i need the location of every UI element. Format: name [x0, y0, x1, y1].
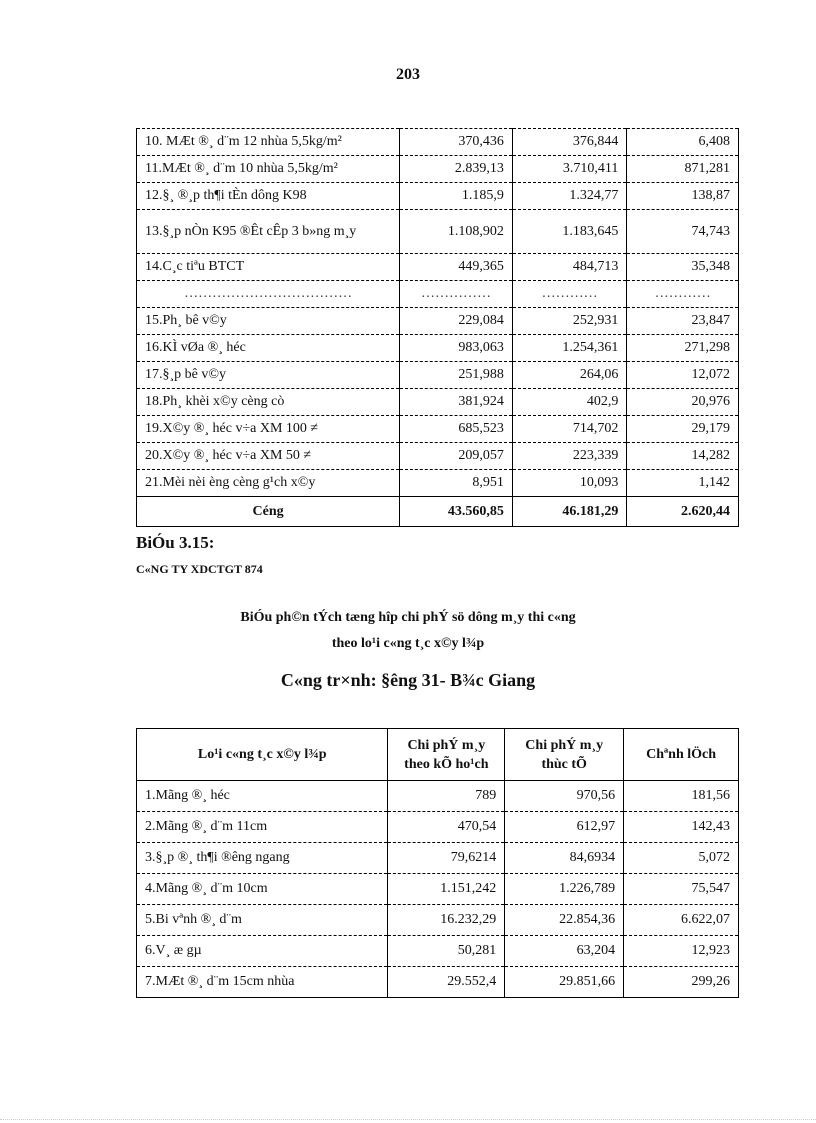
table-row [137, 362, 739, 389]
table-row [137, 254, 739, 281]
row-actual: 252,931 [512, 308, 627, 335]
header-plan-line2: theo kÕ ho¹ch [404, 756, 489, 772]
row-diff: 138,87 [627, 183, 739, 210]
row-plan: 685,523 [400, 416, 513, 443]
row-diff: 23,847 [627, 308, 739, 335]
row-actual: 484,713 [512, 254, 627, 281]
header-work-type: Lo¹i c«ng t¸c x©y l¾p [137, 729, 388, 781]
row-plan: 29.552,4 [388, 967, 505, 998]
total-actual: 46.181,29 [512, 497, 627, 527]
row-name: 3.§¸p ®¸ th¶i ®êng ngang [137, 843, 388, 874]
row-actual: 264,06 [512, 362, 627, 389]
row-name: 20.X©y ®¸ héc v÷a XM 50 ≠ [137, 443, 400, 470]
table-row [137, 308, 739, 335]
row-actual: 612,97 [505, 812, 624, 843]
row-plan: …………… [400, 281, 513, 308]
row-diff: 74,743 [627, 210, 739, 254]
header-actual-line2: thùc tÕ [541, 756, 587, 772]
row-plan: 381,924 [400, 389, 513, 416]
row-name: 5.Bi vªnh ®¸ d¨m [137, 905, 388, 936]
row-name: 4.Mãng ®¸ d¨m 10cm [137, 874, 388, 905]
row-diff: 20,976 [627, 389, 739, 416]
machine-cost-by-work-type-table [136, 728, 739, 998]
header-actual [505, 729, 624, 781]
row-plan: 2.839,13 [400, 156, 513, 183]
row-actual: 402,9 [512, 389, 627, 416]
row-name: 18.Ph¸ khèi x©y cèng cò [137, 389, 400, 416]
ellipsis-row [137, 281, 739, 308]
row-diff: 75,547 [624, 874, 739, 905]
row-actual: 1.254,361 [512, 335, 627, 362]
row-actual: 22.854,36 [505, 905, 624, 936]
machine-cost-table-continued [136, 128, 739, 527]
row-plan: 470,54 [388, 812, 505, 843]
row-diff: ………… [627, 281, 739, 308]
row-name: ……………………………… [137, 281, 400, 308]
row-plan: 50,281 [388, 936, 505, 967]
row-actual: 970,56 [505, 781, 624, 812]
row-plan: 789 [388, 781, 505, 812]
table-row [137, 129, 739, 156]
row-actual: 714,702 [512, 416, 627, 443]
row-name: 10. MÆt ®¸ d¨m 12 nhùa 5,5kg/m² [137, 129, 400, 156]
row-plan: 8,951 [400, 470, 513, 497]
row-name: 2.Mãng ®¸ d¨m 11cm [137, 812, 388, 843]
row-plan: 251,988 [400, 362, 513, 389]
header-plan [388, 729, 505, 781]
row-plan: 1.185,9 [400, 183, 513, 210]
header-diff: Chªnh lÖch [624, 729, 739, 781]
row-diff: 299,26 [624, 967, 739, 998]
table-row [137, 905, 739, 936]
table-row [137, 967, 739, 998]
table-row [137, 812, 739, 843]
total-row [137, 497, 739, 527]
row-plan: 370,436 [400, 129, 513, 156]
row-actual: 29.851,66 [505, 967, 624, 998]
row-plan: 983,063 [400, 335, 513, 362]
row-actual: 63,204 [505, 936, 624, 967]
report-title: BiÓu ph©n tÝch tæng hîp chi phÝ sö dông m¸y thi c«ng [240, 610, 576, 625]
row-name: 21.Mèi nèi èng cèng g¹ch x©y [137, 470, 400, 497]
table-row [137, 874, 739, 905]
row-name: 12.§¸ ®¸p th¶i tÈn dông K98 [137, 183, 400, 210]
row-name: 16.KÌ vØa ®¸ héc [137, 335, 400, 362]
row-actual: 1.183,645 [512, 210, 627, 254]
total-diff: 2.620,44 [627, 497, 739, 527]
row-actual: 1.226,789 [505, 874, 624, 905]
header-actual-line1: Chi phÝ m¸y [525, 737, 604, 753]
row-diff: 35,348 [627, 254, 739, 281]
row-diff: 6.622,07 [624, 905, 739, 936]
total-label: Céng [137, 497, 400, 527]
row-actual: 3.710,411 [512, 156, 627, 183]
row-name: 19.X©y ®¸ héc v÷a XM 100 ≠ [137, 416, 400, 443]
row-diff: 12,072 [627, 362, 739, 389]
table-row [137, 210, 739, 254]
table-row [137, 335, 739, 362]
row-diff: 871,281 [627, 156, 739, 183]
row-plan: 1.151,242 [388, 874, 505, 905]
row-name: 7.MÆt ®¸ d¨m 15cm nhùa [137, 967, 388, 998]
table-row [137, 416, 739, 443]
project-title: C«ng tr×nh: §êng 31- B¾c Giang [280, 670, 536, 690]
total-plan: 43.560,85 [400, 497, 513, 527]
row-name: 14.C¸c tiªu BTCT [137, 254, 400, 281]
table-row [137, 389, 739, 416]
page-number: 203 [396, 66, 420, 83]
header-plan-line1: Chi phÝ m¸y [407, 737, 486, 753]
row-name: 1.Mãng ®¸ héc [137, 781, 388, 812]
row-plan: 209,057 [400, 443, 513, 470]
row-name: 6.V¸ æ gµ [137, 936, 388, 967]
row-diff: 6,408 [627, 129, 739, 156]
page-bottom-divider [0, 1119, 816, 1120]
table-row [137, 843, 739, 874]
row-plan: 79,6214 [388, 843, 505, 874]
row-actual: 10,093 [512, 470, 627, 497]
row-diff: 181,56 [624, 781, 739, 812]
company-name: C«NG TY XDCTGT 874 [136, 562, 263, 576]
row-plan: 1.108,902 [400, 210, 513, 254]
table-row [137, 156, 739, 183]
table-header-row [137, 729, 739, 781]
row-actual: 376,844 [512, 129, 627, 156]
row-name: 17.§¸p bê v©y [137, 362, 400, 389]
row-actual: 1.324,77 [512, 183, 627, 210]
table-row [137, 443, 739, 470]
table-row [137, 781, 739, 812]
table-row [137, 936, 739, 967]
row-actual: 84,6934 [505, 843, 624, 874]
row-diff: 271,298 [627, 335, 739, 362]
table-row [137, 470, 739, 497]
row-actual: 223,339 [512, 443, 627, 470]
report-subtitle: theo lo¹i c«ng t¸c x©y l¾p [331, 636, 485, 651]
row-diff: 12,923 [624, 936, 739, 967]
row-plan: 229,084 [400, 308, 513, 335]
row-diff: 5,072 [624, 843, 739, 874]
row-diff: 29,179 [627, 416, 739, 443]
row-name: 11.MÆt ®¸ d¨m 10 nhùa 5,5kg/m² [137, 156, 400, 183]
row-name: 15.Ph¸ bê v©y [137, 308, 400, 335]
section-heading: BiÓu 3.15: [136, 533, 215, 552]
row-name: 13.§¸p nÒn K95 ®Êt cÊp 3 b»ng m¸y [137, 210, 400, 254]
row-plan: 449,365 [400, 254, 513, 281]
row-plan: 16.232,29 [388, 905, 505, 936]
row-actual: ………… [512, 281, 627, 308]
row-diff: 142,43 [624, 812, 739, 843]
row-diff: 14,282 [627, 443, 739, 470]
table-row [137, 183, 739, 210]
row-diff: 1,142 [627, 470, 739, 497]
